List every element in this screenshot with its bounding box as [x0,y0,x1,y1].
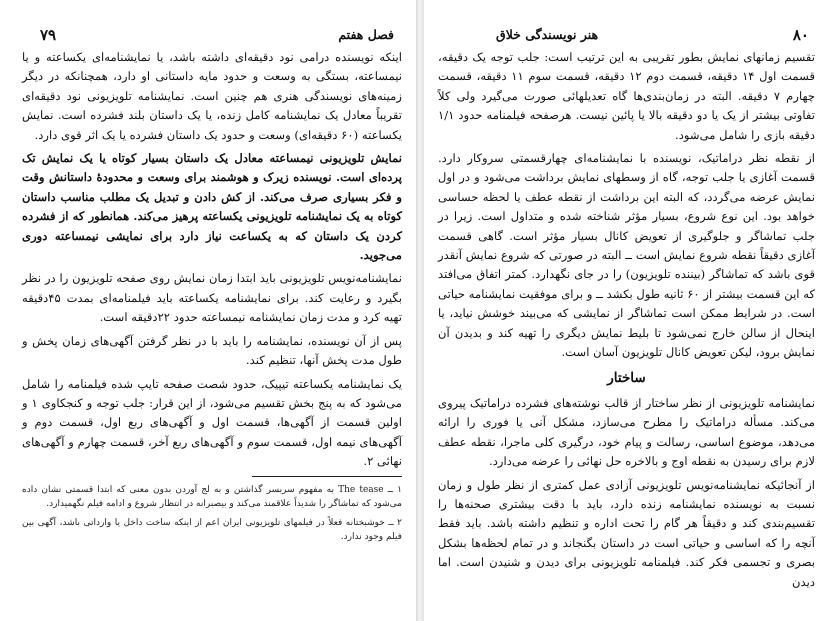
chapter-title: فصل هفتم [338,27,394,42]
book-gutter [416,0,424,621]
footnote-divider [252,476,402,477]
running-header [438,26,815,48]
footnote: ۲ ــ خوشبختانه فعلاً در فیلمهای تلویزیونی ایران اعم از اینکه ساخت داخل یا وارداتی باشد، آگهی بین فیلم وجود ندارد. [22,517,402,543]
paragraph: اینکه نویسنده درامی نود دقیقه‌ای داشته باشد، یا نمایشنامه‌ای یکساعته و یا نیمساعته، بستگی به وسعت و حدود مایه داستانی او دارد، همچنانکه در دیگر زمینه‌های نویسندگی هنری هم چنین است. نمایشنامه تلویزیونی نود دقیقه‌ای تقریباً معادل یک نمایشنامه کامل زنده، یا یک داستان بلند فشرده است. نمایش یکساعته (۶۰ دقیقه‌ای) وسعت و حدود یک داستان فشرده یا یک اثر قوی دارد. [22,50,402,142]
page-number: ۸۰ [792,26,809,44]
paragraph: یک نمایشنامه یکساعته تیپیک، حدود شصت صفحه تایپ شده فیلمنامه را شامل می‌شود که به پنج بخش تقسیم می‌شود، از این قرار: جلب توجه و کنجکاوی ۱ و اولین قسمت از آگهی‌ها، قسمت اول و آگهی‌های ربع اول، قسمت دوم و آگهی‌های نیمه اول، قسمت سوم و آگهی‌های ربع آخر، قسمت چهارم و آگهی‌های نهائی ۲. [22,376,402,469]
page-number: ۷۹ [40,26,57,44]
section-heading: ساختار [607,369,646,386]
left-page [0,0,416,621]
paragraph: نمایش تلویزیونی نیمساعته معادل یک داستان بسیار کوتاه یا یک نمایش تک پرده‌ای است. نویسنده زیرک و هوشمند برای وسعت و محدودهٔ داستانش وقت و فکر بسیاری صرف می‌کند. از کش دادن و تبدیل یک مطلب مناسب داستان کوتاه به یک نمایشنامه تلویزیونی یکساعته پرهیز می‌کند. همانطور که از فشرده کردن یک داستان که به یکساعت نیاز دارد برای نمایشی نیمساعته دوری می‌جوید. [22,151,402,263]
page-body [22,48,402,545]
running-header [22,26,402,48]
paragraph: از آنجائیکه نمایشنامه‌نویس تلویزیونی آزادی عمل کمتری از نظر طول و زمان نسبت به نویسنده نمایشنامه زنده دارد، باید با دقت بیشتری صحنه‌ها را تقسیم‌بندی کند و دقیقاً هر گام را تحت اداره و تنظیم داشته باشد. باید فقط آنچه را که اساسی و حیاتی است در داستان بگنجاند و در تمام لحظه‌ها بشکل بصری و تجسمی فکر کند. فیلمنامه تلویزیونی برای دیدن و شنیدن است. اما دیدن [438,477,815,589]
book-title: هنر نویسندگی خلاق [496,27,599,42]
right-page [424,0,837,621]
paragraph: از نقطه نظر دراماتیک، نویسنده با نمایشنامه‌ای چهارقسمتی سروکار دارد. قسمت آغازی یا جلب توجه، گاه از وسطهای نمایش برداشت می‌شود و در اول نمایش عرضه می‌گردد، که البته این برداشت از نقطه عطف یا لحظه حساسی خواهد بود. این نوع شروع، بسیار مؤثر شناخته شده و متداول است. زیرا در جلب تماشاگر و جلوگیری از تعویض کانال بسیار مؤثر است. گاهی قسمت آغازی دقیقاً نقطه شروع نمایش است ــ البته در صورتی که شروع نمایش آنقدر قوی باشد که تماشاگر (بیننده تلویزیون) را در جای نگهدارد. کمتر اتفاق می‌افتد که این قسمت بیشتر از ۶۰ ثانیه طول بکشد ــ و برای موفقیت نمایشنامه حیاتی است. در شرایط ممکن است تماشاگر از نمایشی که می‌بیند خوشش نیاید، یا اینحال از سالن خارج نمی‌شود تا بلیط نمایش دیگری را تهیه کند و بدیدن آن نمایش برود، لیکن تعویض کانال تلویزیون آسان است. [438,151,815,360]
paragraph: نمایشنامه تلویزیونی از نظر ساختار از قالب نوشته‌های فشرده دراماتیک پیروی می‌کند. مسأله دراماتیک را مطرح می‌سازد، مشکل آنی یا فوری را ارائه می‌دهد، موضوع اساسی، رسالت و پیام خود، درگیری کلی ماجرا، نقطه عطف لازم برای رسیدن به نقطه اوج و بالاخره حل نهائی را عرضه می‌دارد. [438,395,815,469]
paragraph: نمایشنامه‌نویس تلویزیونی باید ابتدا زمان نمایش روی صفحه تلویزیون را در نظر بگیرد و رعایت کند. برای نمایشنامه یکساعته باید فیلمنامه‌ای بمدت ۴۵دقیقه تهیه کرد و مدت زمان نمایشنامه نیمساعته حدود ۲۲دقیقه است. [22,271,402,325]
page-body [438,48,815,592]
paragraph: تقسیم زمانهای نمایش بطور تقریبی به این ترتیب است: جلب توجه یک دقیقه، قسمت اول ۱۴ دقیقه، قسمت دوم ۱۲ دقیقه، قسمت سوم ۱۱ دقیقه، قسمت چهارم ۷ دقیقه. البته در زمان‌بندی‌ها گاه تعدیلهائی صورت می‌گیرد ولی کلاً تفاوتی بیشتر از یک یا دو دقیقه بالا یا پائین نیست. هرصفحه فیلمنامه حدود ۱/۱ دقیقه بازی را شامل می‌شود. [438,50,816,142]
footnote: ۱ ــ The tease به مفهوم سربسر گذاشتن و به لج آوردن بدون معنی که ابتدا قسمتی نشان داده می‌شود که تماشاگر را شدیداً علاقمند می‌کند و بیصبرانه در انتظار شروع و ادامه فیلم نگهمیدارد. [22,484,402,510]
paragraph: پس از آن نویسنده، نمایشنامه را باید با در نظر گرفتن آگهی‌های زمان پخش و طول مدت پخش آنها، تنظیم کند. [22,333,402,368]
